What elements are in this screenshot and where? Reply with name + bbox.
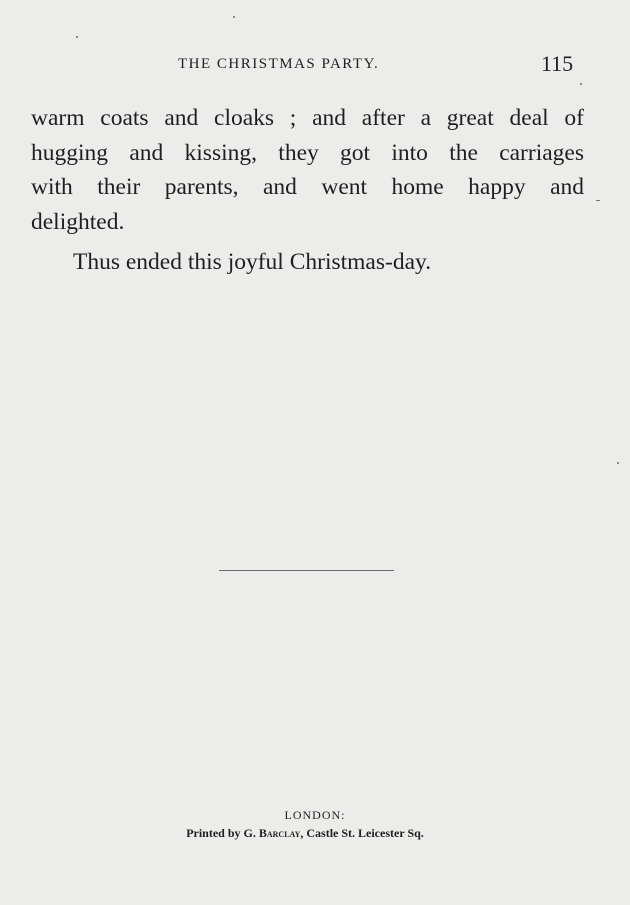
paper-speck: [617, 462, 619, 464]
imprint-city: LONDON:: [284, 808, 346, 822]
paper-speck: [596, 200, 600, 201]
paper-speck: [76, 36, 78, 38]
paper-speck: [233, 16, 235, 18]
imprint-printer-name: Barclay: [258, 826, 301, 840]
paper-speck: [580, 83, 582, 85]
text-line: with their parents, and went home happy and: [31, 174, 584, 200]
text-line: hugging and kissing, they got into the carriages: [31, 139, 584, 166]
end-rule: [219, 570, 394, 571]
page-number: 115: [541, 51, 574, 76]
running-head: THE CHRISTMAS PARTY.: [178, 56, 380, 72]
text-line: delighted.: [31, 208, 125, 235]
imprint-suffix: , Castle St. Leicester Sq.: [300, 826, 424, 840]
imprint-printer: [0, 826, 610, 841]
text-line: warm coats and cloaks ; and after a great deal of: [31, 105, 584, 131]
paragraph-1: [31, 101, 584, 239]
paragraph-2: Thus ended this joyful Christmas-day.: [73, 249, 432, 275]
imprint-prefix: Printed by G.: [186, 826, 259, 840]
